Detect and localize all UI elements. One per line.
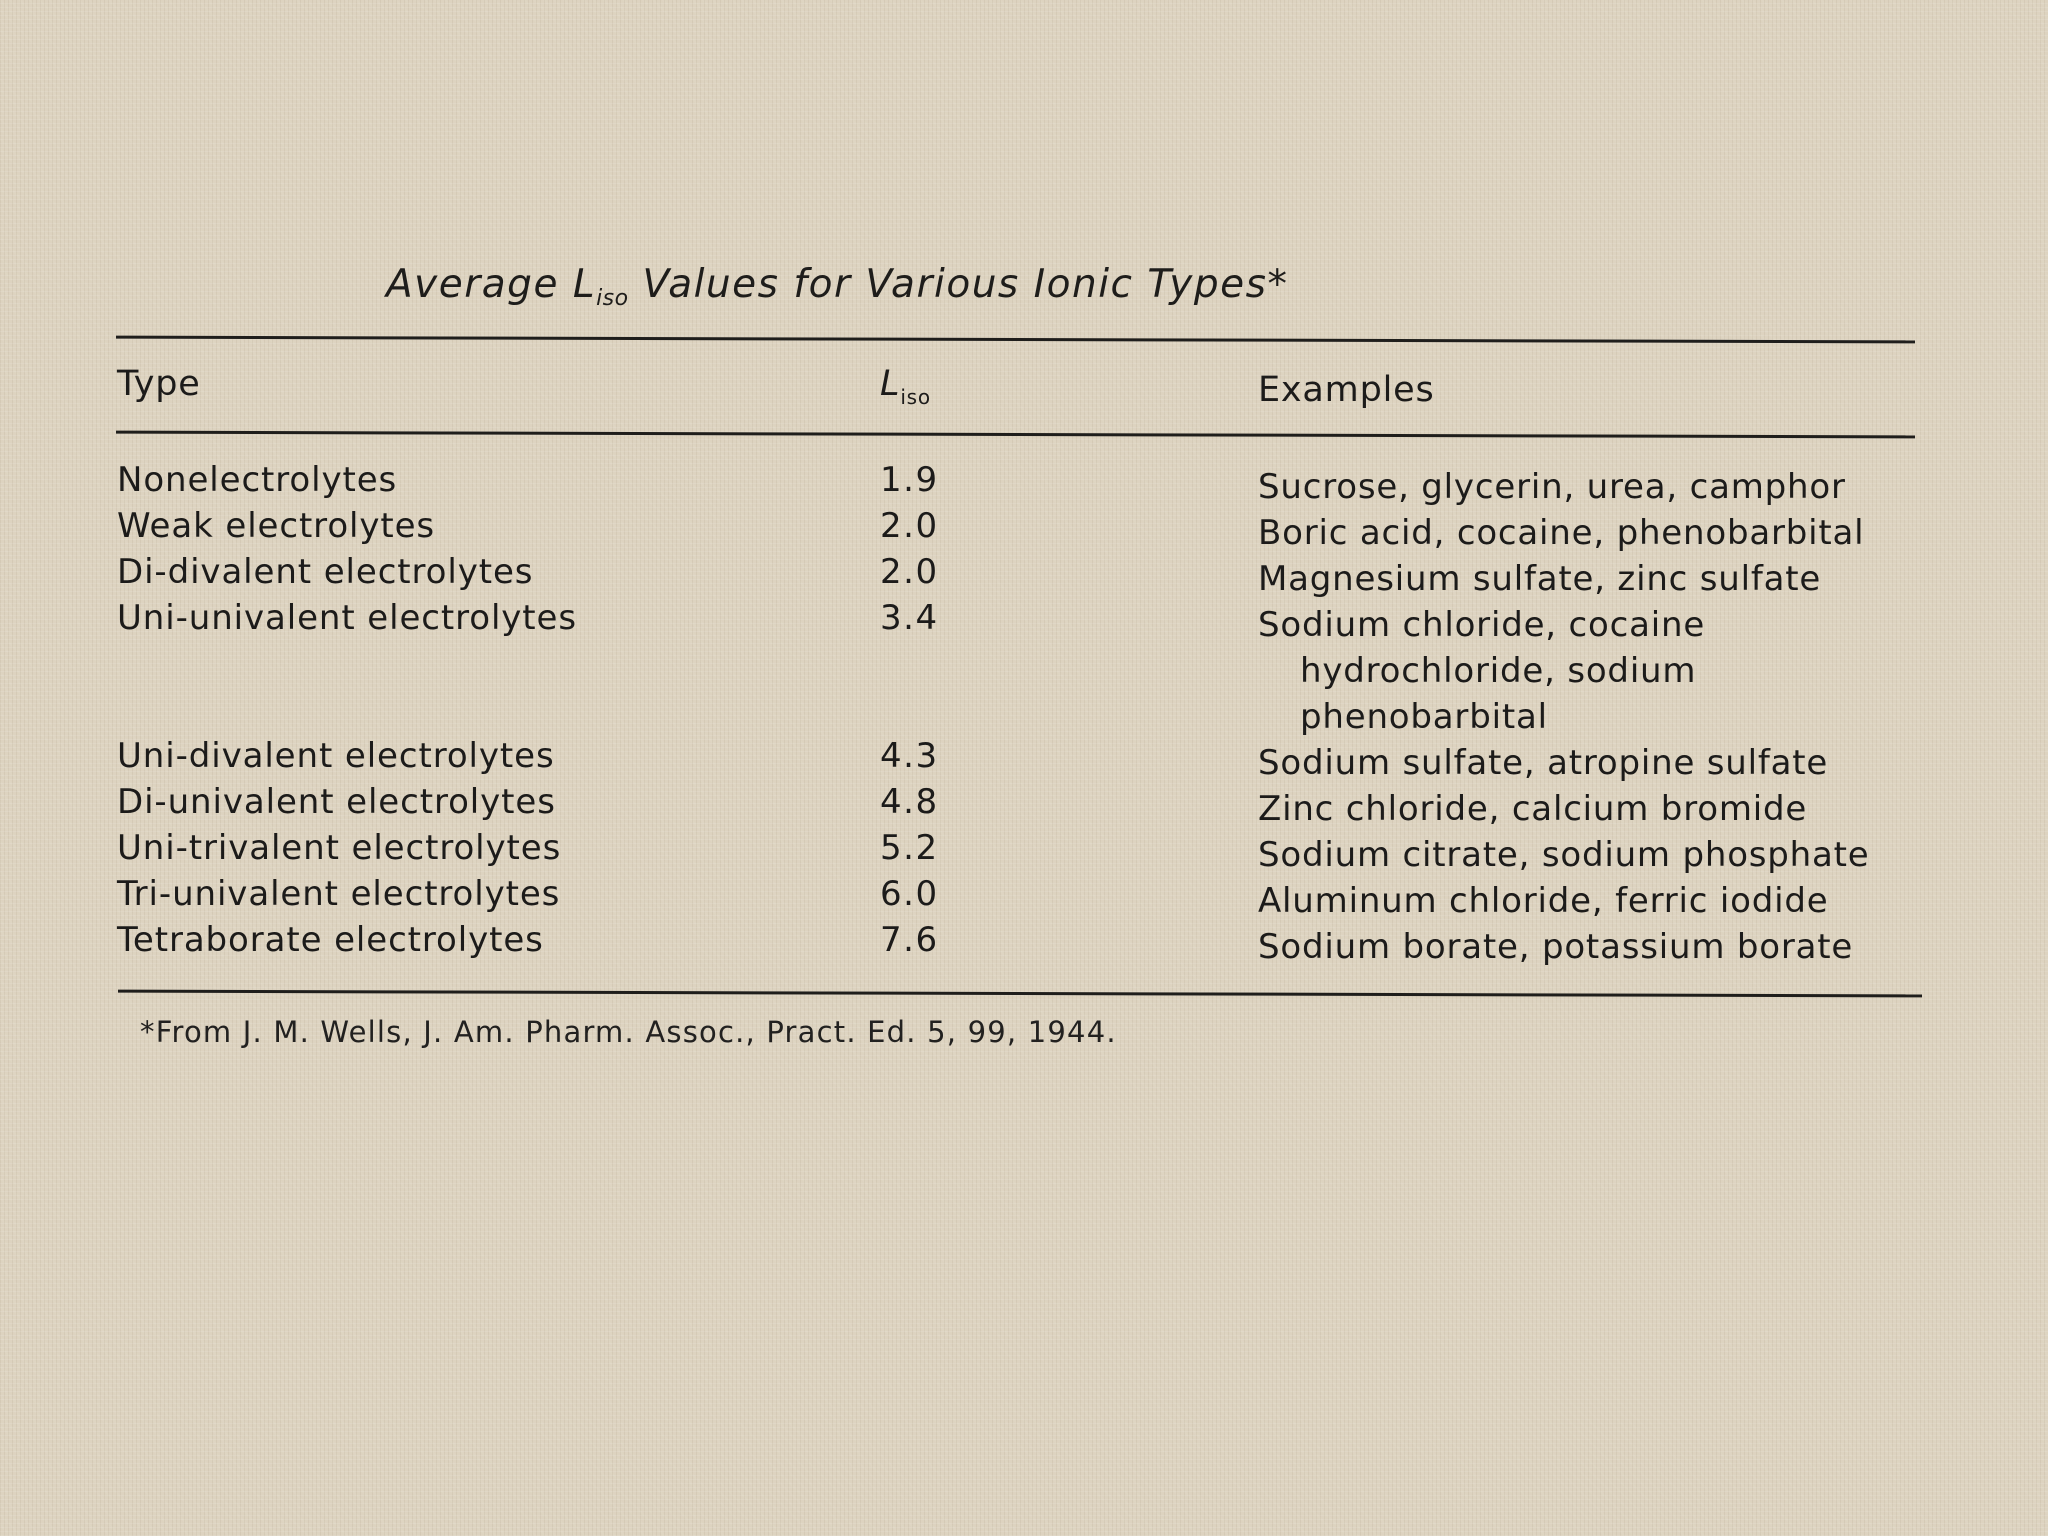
example-line: Zinc chloride, calcium bromide (1258, 789, 1808, 829)
table-row (0, 736, 2048, 782)
cell-liso: 2.0 (880, 506, 939, 546)
cell-examples (1258, 832, 1870, 878)
cell-liso: 2.0 (880, 552, 939, 592)
cell-examples (1258, 464, 1846, 510)
example-line: Boric acid, cocaine, phenobarbital (1258, 513, 1865, 553)
cell-type: Uni-univalent electrolytes (117, 598, 577, 638)
cell-examples (1258, 924, 1853, 970)
table-title-prefix: Average L (386, 262, 597, 307)
cell-type: Di-univalent electrolytes (117, 782, 556, 822)
cell-examples (1258, 602, 1705, 740)
cell-liso: 1.9 (880, 460, 939, 500)
cell-examples (1258, 556, 1821, 602)
table-row (0, 828, 2048, 874)
table-row (0, 552, 2048, 598)
example-line: Aluminum chloride, ferric iodide (1258, 881, 1829, 921)
example-line: Sodium sulfate, atropine sulfate (1258, 743, 1829, 783)
cell-type: Uni-divalent electrolytes (117, 736, 555, 776)
example-line: Sucrose, glycerin, urea, camphor (1258, 467, 1846, 507)
table-title-subscript: iso (596, 286, 629, 311)
column-header-type: Type (117, 364, 201, 404)
cell-examples (1258, 878, 1828, 924)
table-row (0, 782, 2048, 828)
table-row (0, 506, 2048, 552)
cell-type: Weak electrolytes (117, 506, 436, 546)
table-row (0, 920, 2048, 966)
column-header-liso-subscript: iso (900, 385, 931, 409)
example-line: Sodium chloride, cocaine (1258, 605, 1706, 645)
cell-liso: 4.8 (880, 782, 939, 822)
cell-type: Nonelectrolytes (117, 460, 398, 500)
cell-liso: 4.3 (880, 736, 939, 776)
example-line: Sodium citrate, sodium phosphate (1258, 835, 1870, 875)
table-title-suffix: Values for Various Ionic Types* (628, 262, 1289, 307)
cell-examples (1258, 786, 1807, 832)
example-line-continued: phenobarbital (1300, 697, 1548, 737)
footnote: *From J. M. Wells, J. Am. Pharm. Assoc., Pract. Ed. 5, 99, 1944. (140, 1015, 1117, 1049)
cell-liso: 7.6 (880, 920, 939, 960)
example-line-continued: hydrochloride, sodium (1300, 651, 1697, 691)
cell-liso: 6.0 (880, 874, 939, 914)
cell-type: Tri-univalent electrolytes (117, 874, 561, 914)
cell-examples (1258, 510, 1864, 556)
column-header-liso-symbol: L (880, 364, 901, 404)
column-header-examples: Examples (1258, 370, 1435, 410)
cell-type: Tetraborate electrolytes (117, 920, 544, 960)
cell-liso: 3.4 (880, 598, 939, 638)
example-line: Sodium borate, potassium borate (1258, 927, 1854, 967)
cell-type: Uni-trivalent electrolytes (117, 828, 562, 868)
table-row (0, 460, 2048, 506)
example-line: Magnesium sulfate, zinc sulfate (1258, 559, 1822, 599)
cell-liso: 5.2 (880, 828, 939, 868)
table-row (0, 598, 2048, 737)
cell-examples (1258, 740, 1828, 786)
table-row (0, 874, 2048, 920)
cell-type: Di-divalent electrolytes (117, 552, 534, 592)
